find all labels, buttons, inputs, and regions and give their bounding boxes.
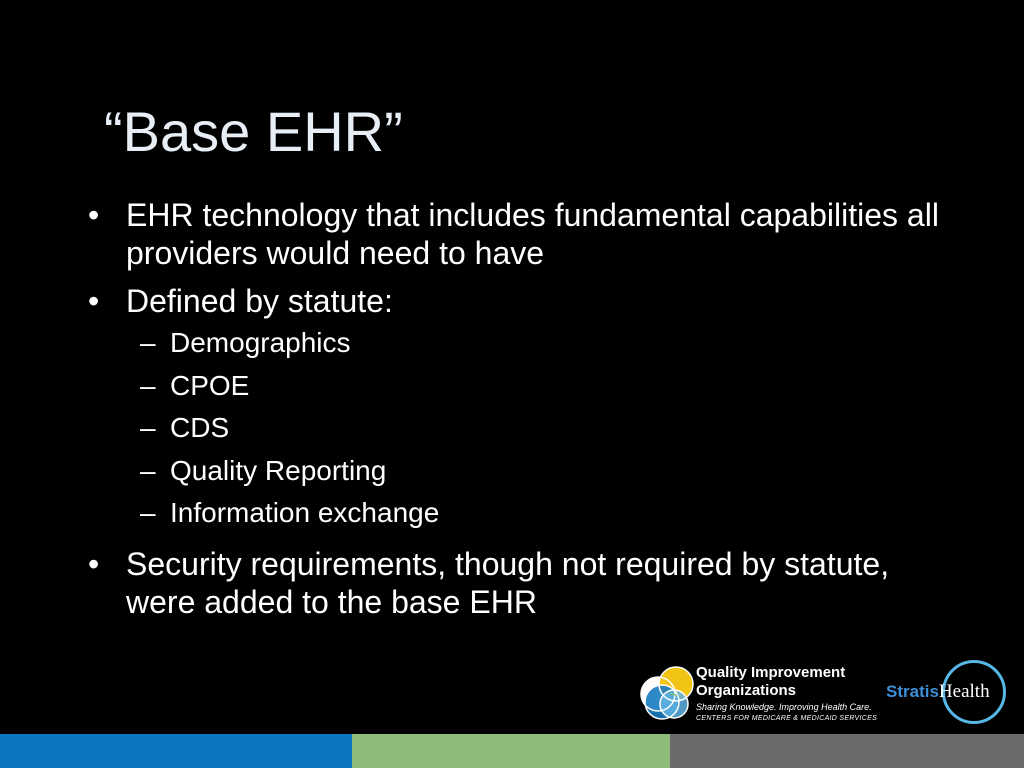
qio-logo — [638, 662, 878, 728]
sub-dash: – — [140, 327, 156, 358]
sub-text: Quality Reporting — [170, 454, 387, 486]
bullet-mark: • — [88, 197, 100, 233]
sub-dash: – — [140, 454, 156, 486]
sub-text: CDS — [170, 412, 230, 443]
sub-item — [84, 450, 964, 493]
sub-text: CPOE — [170, 369, 250, 401]
stratis-wordmark-part1: Stratis — [886, 682, 939, 701]
sub-item — [84, 365, 964, 408]
stratis-health-wordmark — [886, 682, 990, 702]
footer-bar-green — [352, 734, 670, 768]
stratis-wordmark-part2: Health — [938, 681, 990, 702]
sub-item — [84, 407, 964, 450]
bullet-item — [84, 196, 964, 272]
qio-title-line2: Organizations — [696, 682, 797, 699]
bullet-item — [84, 282, 964, 320]
footer-bar-gray — [670, 734, 1024, 768]
sub-list — [84, 322, 964, 535]
bullet-text: EHR technology that includes fundamental capabilities all providers would need to have — [126, 197, 939, 271]
footer-bar-blue — [0, 734, 352, 768]
sub-item — [84, 322, 964, 365]
bullet-text: Security requirements, though not required by statute, were added to the base EHR — [126, 545, 890, 620]
bullet-text: Defined by statute: — [126, 283, 393, 319]
bullet-mark: • — [88, 283, 100, 319]
sub-item — [84, 492, 964, 535]
sub-text: Demographics — [170, 327, 351, 358]
stratis-health-logo — [884, 658, 1014, 728]
qio-title-line1: Quality Improvement — [696, 664, 846, 681]
sub-dash: – — [140, 369, 156, 401]
bullet-item — [84, 545, 964, 621]
sub-dash: – — [140, 497, 156, 528]
qio-cms-text: CENTERS FOR MEDICARE & MEDICAID SERVICES — [696, 715, 878, 722]
overlapping-circles-logo-icon — [638, 664, 698, 724]
bullet-list — [84, 196, 964, 631]
footer-color-bar — [0, 734, 1024, 768]
sub-dash: – — [140, 412, 156, 443]
sub-text: Information exchange — [170, 497, 440, 528]
slide-title: “Base EHR” — [104, 100, 403, 163]
qio-tagline: Sharing Knowledge. Improving Health Care. — [696, 702, 872, 712]
bullet-mark: • — [88, 545, 100, 582]
